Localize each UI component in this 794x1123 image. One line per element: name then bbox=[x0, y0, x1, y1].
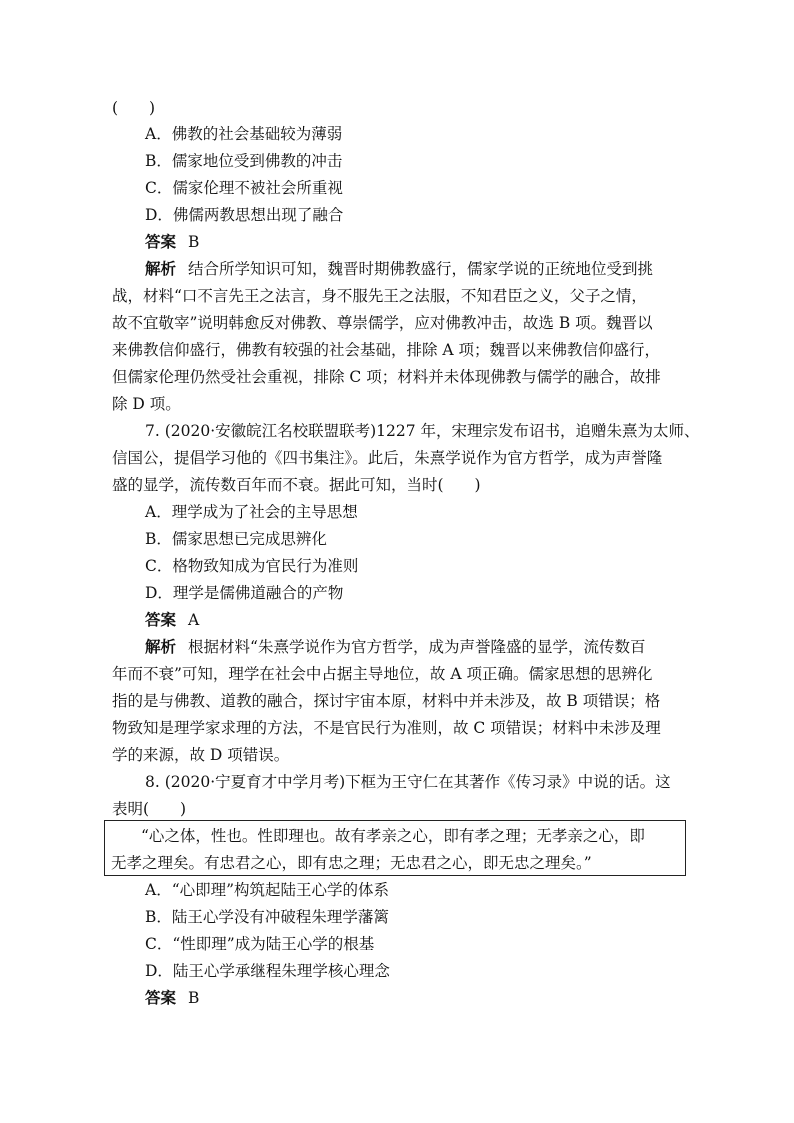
q8-quote-line: 无孝之理矣。有忠君之心，即有忠之理；无忠君之心，即无忠之理矣。” bbox=[111, 854, 592, 872]
q7-analysis-line bbox=[145, 637, 645, 657]
q7-analysis-line: 学的来源，故 D 项错误。 bbox=[112, 746, 290, 764]
q7-analysis-line: 物致知是理学家求理的方法，不是官民行为准则，故 C 项错误；材料中未涉及理 bbox=[112, 719, 661, 737]
q8-option-b: B．陆王心学没有冲破程朱理学藩篱 bbox=[145, 908, 389, 926]
q6-analysis-line: 战，材料“口不言先王之法言，身不服先王之法服，不知君臣之义，父子之情， bbox=[112, 287, 647, 305]
q6-answer-value: B bbox=[188, 233, 200, 251]
q6-analysis-line: 故不宜敬宰”说明韩愈反对佛教、尊崇儒学，应对佛教冲击，故选 B 项。魏晋以 bbox=[112, 314, 653, 332]
q7-analysis-line: 年而不衰”可知，理学在社会中占据主导地位，故 A 项正确。儒家思想的思辨化 bbox=[112, 665, 653, 683]
q7-analysis-line: 指的是与佛教、道教的融合，探讨宇宙本原，材料中并未涉及，故 B 项错误；格 bbox=[112, 692, 661, 710]
q7-option-c: C．格物致知成为官民行为准则 bbox=[145, 557, 359, 575]
q7-stem-line: 7. (2020·安徽皖江名校联盟联考)1227 年，宋理宗发布诏书，追赠朱熹为太师、 bbox=[145, 422, 700, 440]
q6-option-c: C．儒家伦理不被社会所重视 bbox=[145, 179, 343, 197]
q6-answer bbox=[145, 232, 199, 252]
q8-option-d: D．陆王心学承继程朱理学核心理念 bbox=[145, 962, 390, 980]
q7-option-d: D．理学是儒佛道融合的产物 bbox=[145, 584, 344, 602]
q7-analysis-text: 根据材料“朱熹学说作为官方哲学，成为声誉隆盛的显学，流传数百 bbox=[188, 638, 646, 656]
q7-answer-label: 答案 bbox=[145, 610, 177, 629]
q6-answer-label: 答案 bbox=[145, 232, 177, 251]
q8-answer-value: B bbox=[188, 989, 200, 1007]
q6-analysis-line: 但儒家伦理仍然受社会重视，排除 C 项；材料并未体现佛教与儒学的融合，故排 bbox=[112, 368, 661, 386]
q6-option-b: B．儒家地位受到佛教的冲击 bbox=[145, 152, 343, 170]
q8-quote-line: “心之体，性也。性即理也。故有孝亲之心，即有孝之理；无孝亲之心，即 bbox=[141, 827, 645, 845]
q7-answer-value: A bbox=[188, 611, 200, 629]
q6-analysis-line bbox=[145, 259, 653, 279]
q6-option-a: A．佛教的社会基础较为薄弱 bbox=[145, 125, 343, 143]
q8-option-c: C．“性即理”成为陆王心学的根基 bbox=[145, 935, 375, 953]
q6-bracket: ( ) bbox=[112, 99, 156, 117]
q8-quote-box bbox=[104, 820, 686, 876]
q6-analysis-label: 解析 bbox=[145, 259, 177, 278]
q6-analysis-text: 结合所学知识可知，魏晋时期佛教盛行，儒家学说的正统地位受到挑 bbox=[188, 260, 654, 278]
q8-answer-label: 答案 bbox=[145, 988, 177, 1007]
q7-answer bbox=[145, 610, 199, 630]
q7-stem-line: 信国公，提倡学习他的《四书集注》。此后，朱熹学说作为官方哲学，成为声誉隆 bbox=[112, 449, 663, 467]
q7-option-a: A．理学成为了社会的主导思想 bbox=[145, 503, 358, 521]
q8-stem-line: 8. (2020·宁夏育才中学月考)下框为王守仁在其著作《传习录》中说的话。这 bbox=[145, 773, 671, 791]
q6-analysis-line: 来佛教信仰盛行，佛教有较强的社会基础，排除 A 项；魏晋以来佛教信仰盛行， bbox=[112, 341, 661, 359]
q6-analysis-line: 除 D 项。 bbox=[112, 395, 181, 413]
q7-analysis-label: 解析 bbox=[145, 637, 177, 656]
q8-option-a: A．“心即理”构筑起陆王心学的体系 bbox=[145, 881, 390, 899]
q6-option-d: D．佛儒两教思想出现了融合 bbox=[145, 206, 344, 224]
q7-stem-line: 盛的显学，流传数百年而不衰。据此可知，当时( ) bbox=[112, 476, 481, 494]
q8-answer bbox=[145, 988, 199, 1008]
q8-stem-line: 表明( ) bbox=[112, 800, 187, 818]
q7-option-b: B．儒家思想已完成思辨化 bbox=[145, 530, 327, 548]
